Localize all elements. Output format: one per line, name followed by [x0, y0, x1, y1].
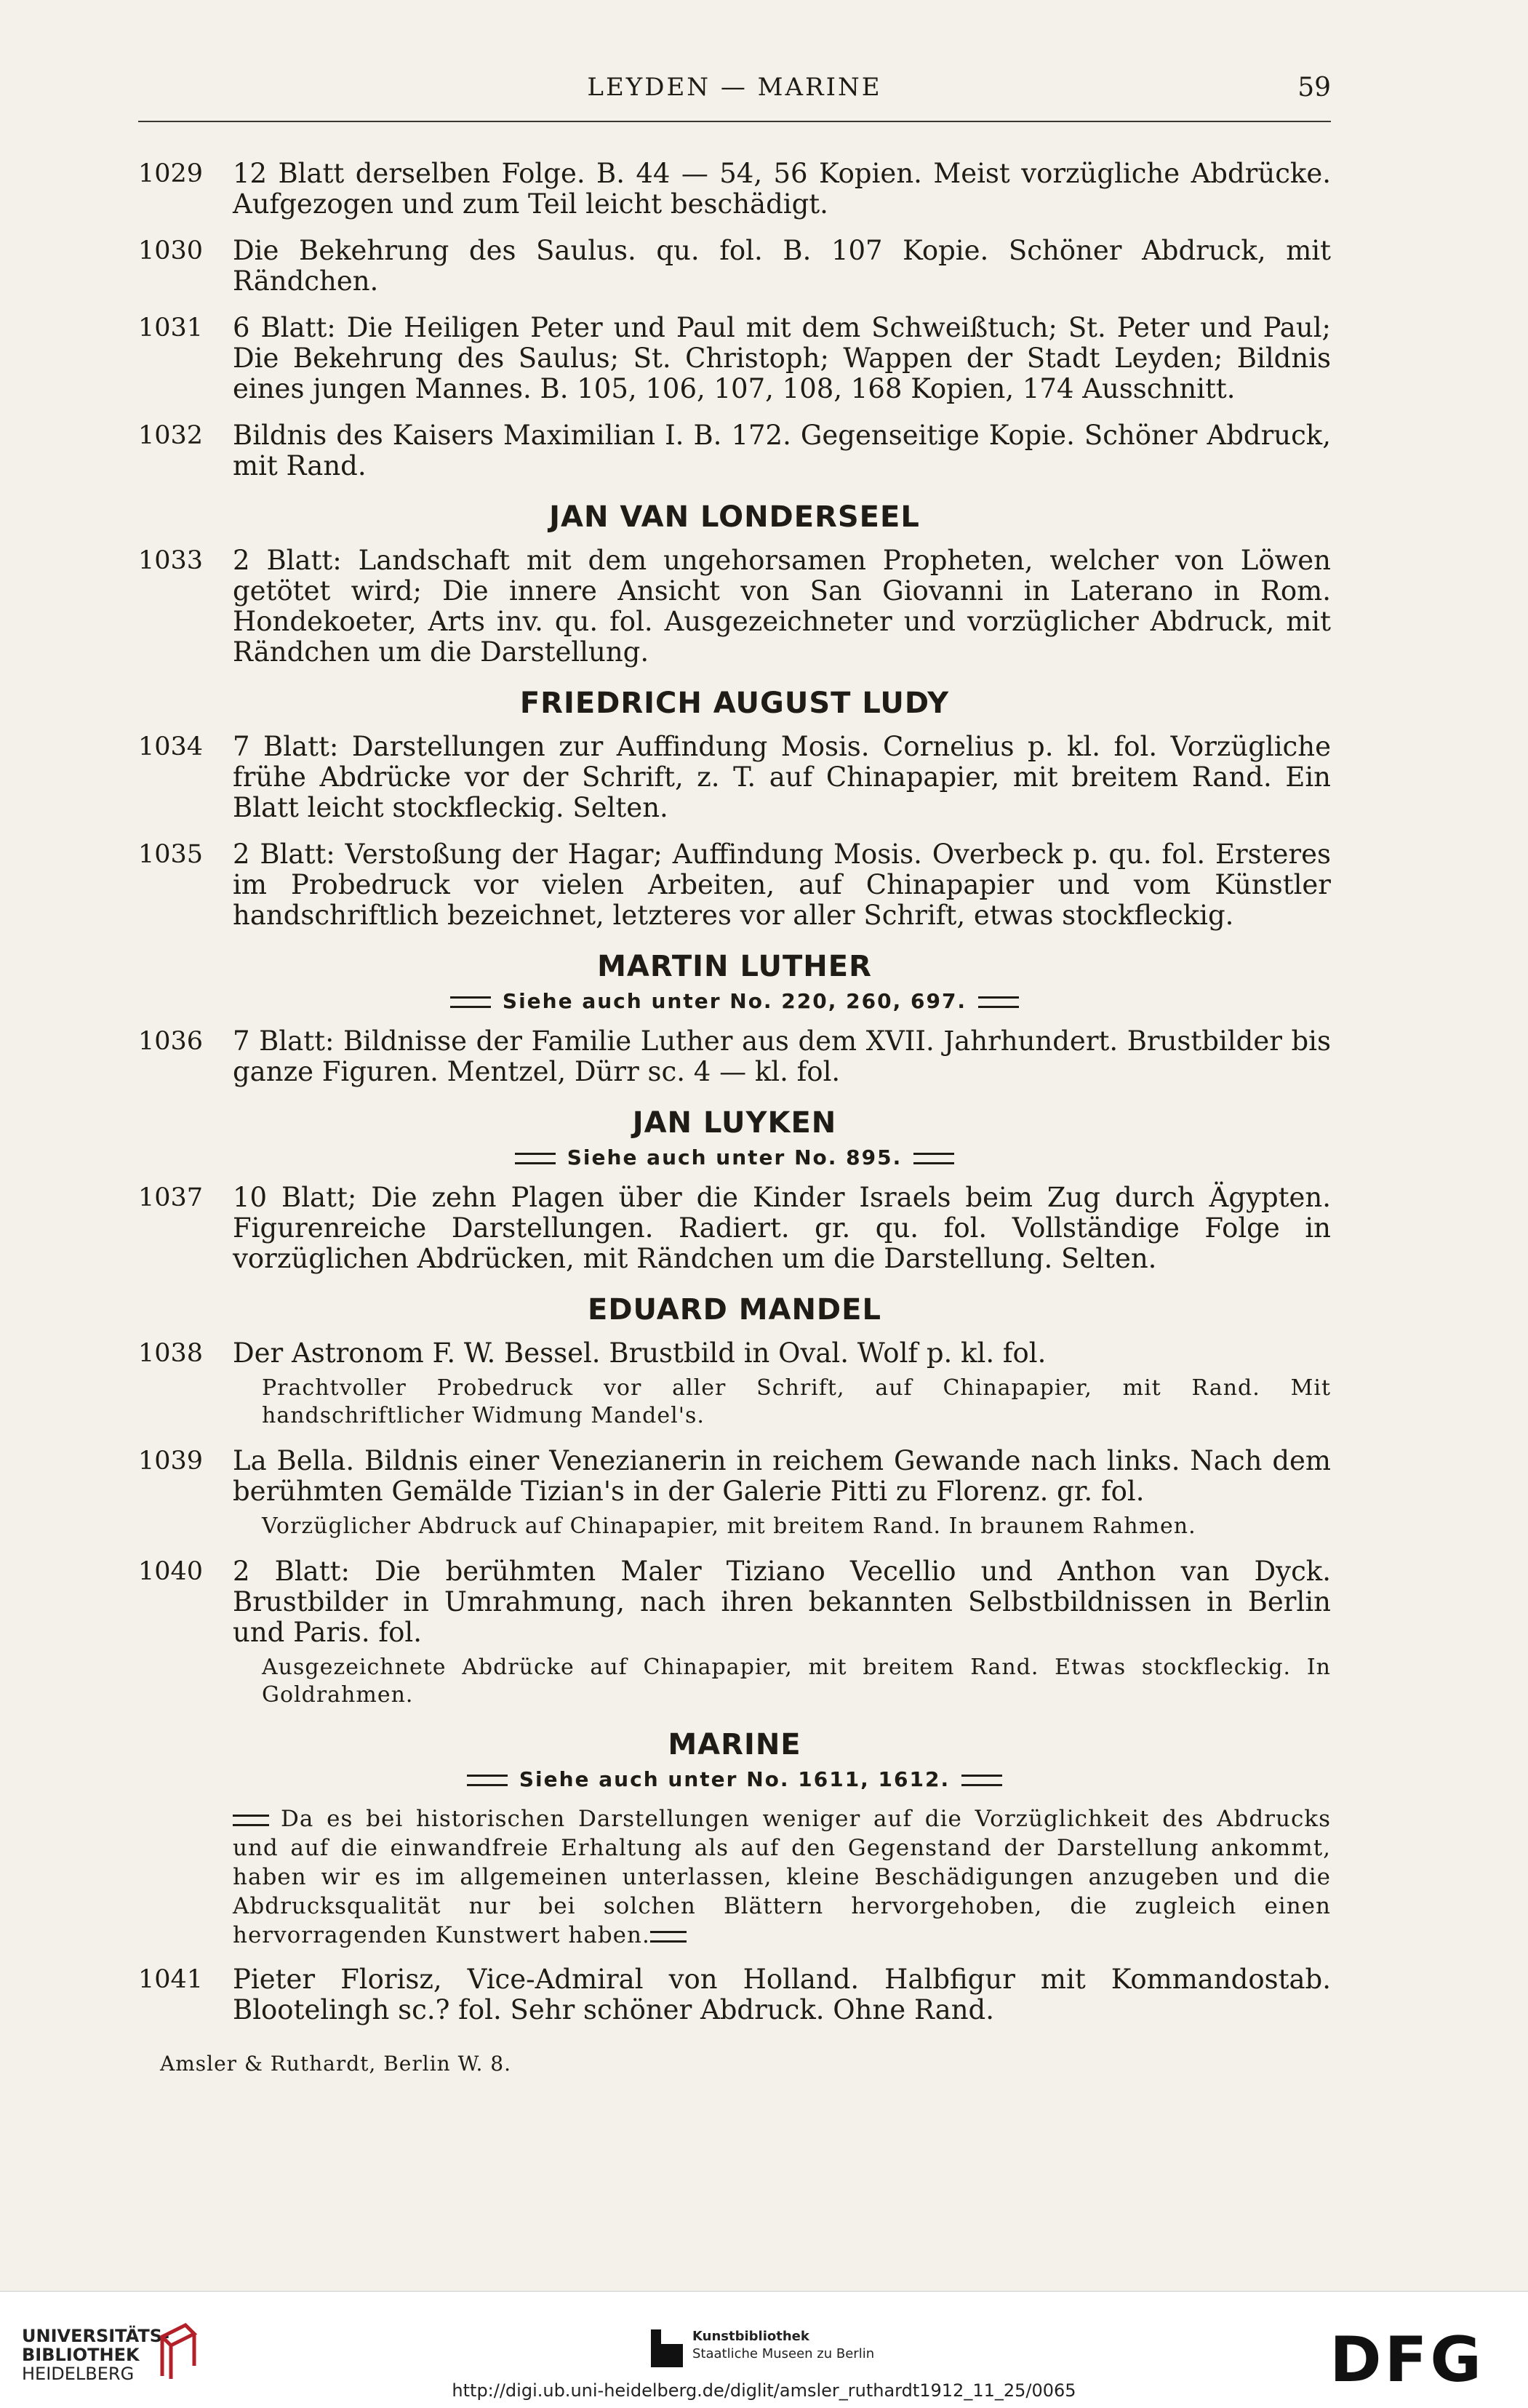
- lot-number: 1029: [138, 159, 204, 188]
- ub-heidelberg-logo[interactable]: [22, 2327, 169, 2383]
- entry-description: 10 Blatt; Die zehn Plagen über die Kinder Israels beim Zug durch Ägypten. Figurenreiche Darstellungen. Radiert. gr. qu. fol. Vollständige Folge in vorzüglichen Abdrücken, mit Rändchen um die Darstellung. Selten.: [233, 1182, 1331, 1274]
- lot-number: 1032: [138, 421, 204, 450]
- double-rule-icon: [233, 1815, 269, 1826]
- entry-description: Die Bekehrung des Saulus. qu. fol. B. 107 Kopie. Schöner Abdruck, mit Rändchen.: [233, 235, 1331, 297]
- section-heading-ludy: FRIEDRICH AUGUST LUDY: [519, 687, 950, 720]
- see-also-note: [138, 1767, 1331, 1791]
- lot-number: 1035: [138, 840, 204, 869]
- double-rule-icon: [515, 1153, 556, 1164]
- ub-logo-line: HEIDELBERG: [22, 2364, 135, 2384]
- double-rule-icon: [913, 1153, 954, 1164]
- catalog-entry: [138, 159, 1331, 220]
- lot-number: 1031: [138, 313, 204, 343]
- ub-logo-line: BIBLIOTHEK: [22, 2345, 140, 2365]
- see-also-text: Siehe auch unter No. 895.: [567, 1145, 903, 1169]
- page-header: [138, 73, 1331, 116]
- see-also-note: [138, 989, 1331, 1013]
- entry-description: 7 Blatt: Bildnisse der Familie Luther aus dem XVII. Jahrhundert. Brustbilder bis ganze Figuren. Mentzel, Dürr sc. 4 — kl. fol.: [233, 1025, 1331, 1087]
- kb-line: Kunstbibliothek: [692, 2329, 809, 2344]
- see-also-text: Siehe auch unter No. 1611, 1612.: [519, 1767, 951, 1791]
- entry-description: 2 Blatt: Die berühmten Maler Tiziano Vecellio und Anthon van Dyck. Brustbilder in Umrahmung, nach ihren bekannten Selbstbildnissen in Berlin und Paris. fol.: [233, 1556, 1331, 1648]
- lot-number: 1038: [138, 1339, 204, 1368]
- entry-description: 12 Blatt derselben Folge. B. 44 — 54, 56 Kopien. Meist vorzügliche Abdrücke. Aufgezogen und zum Teil leicht beschädigt.: [233, 158, 1331, 220]
- catalog-content: [138, 159, 1331, 2076]
- entry-description: 2 Blatt: Verstoßung der Hagar; Auffindung Mosis. Overbeck p. qu. fol. Ersteres im Probedruck vor vielen Arbeiten, auf Chinapapier und vom Künstler handschriftlich bezeichnet, letzteres vor aller Schrift, etwas stockfleckig.: [233, 839, 1331, 931]
- entry-note: Vorzüglicher Abdruck auf Chinapapier, mit breitem Rand. In braunem Rahmen.: [262, 1513, 1196, 1539]
- catalog-entry: [138, 420, 1331, 481]
- ub-emblem-icon: [156, 2322, 200, 2380]
- entry-description: La Bella. Bildnis einer Venezianerin in reichem Gewande nach links. Nach dem berühmten Gemälde Tizian's in der Galerie Pitti zu Florenz. gr. fol.: [233, 1445, 1331, 1507]
- section-heading-mandel: EDUARD MANDEL: [588, 1293, 881, 1327]
- entry-description: Pieter Florisz, Vice-Admiral von Holland. Halbfigur mit Kommandostab. Blootelingh sc.? fol. Sehr schöner Abdruck. Ohne Rand.: [233, 1964, 1331, 2025]
- double-rule-icon: [978, 996, 1019, 1008]
- double-rule-icon: [450, 996, 491, 1008]
- running-title: LEYDEN — MARINE: [587, 73, 882, 102]
- kunstbibliothek-logo-icon[interactable]: [651, 2329, 683, 2367]
- catalog-entry: [138, 732, 1331, 823]
- catalog-entry: [138, 1964, 1331, 2025]
- see-also-note: [138, 1145, 1331, 1169]
- lot-number: 1041: [138, 1965, 204, 1994]
- section-intro-text: Da es bei historischen Darstellungen weniger auf die Vorzüglichkeit des Abdrucks und auf die einwandfreie Erhaltung als auf den Gegenstand der Darstellung ankommt, haben wir es im allgemeinen unterlassen, kleine Beschädigungen anzugeben und die Abdrucksqualität nur bei solchen Blättern hervorgehoben, die zugleich einen hervorragenden Kunstwert haben.: [233, 1806, 1331, 1948]
- lot-number: 1034: [138, 732, 204, 761]
- kb-line: Staatliche Museen zu Berlin: [692, 2346, 875, 2361]
- section-heading-marine: MARINE: [668, 1728, 801, 1761]
- page-number: 59: [1297, 73, 1331, 103]
- entry-description: 6 Blatt: Die Heiligen Peter und Paul mit dem Schweißtuch; St. Peter und Paul; Die Bekehrung des Saulus; St. Christoph; Wappen der Stadt Leyden; Bildnis eines jungen Mannes. B. 105, 106, 107, 108, 168 Kopien, 174 Ausschnitt.: [233, 312, 1331, 404]
- catalog-entry: [138, 1338, 1331, 1430]
- see-also-text: Siehe auch unter No. 220, 260, 697.: [502, 989, 967, 1013]
- catalog-entry: [138, 1026, 1331, 1087]
- lot-number: 1037: [138, 1183, 204, 1212]
- entry-description: Bildnis des Kaisers Maximilian I. B. 172. Gegenseitige Kopie. Schöner Abdruck, mit Rand.: [233, 420, 1331, 481]
- ub-logo-line: UNIVERSITÄTS-: [22, 2326, 170, 2346]
- permalink-url[interactable]: http://digi.ub.uni-heidelberg.de/diglit/amsler_ruthardt1912_11_25/0065: [452, 2380, 1076, 2401]
- lot-number: 1040: [138, 1557, 204, 1586]
- dfg-logo[interactable]: DFG: [1329, 2324, 1484, 2396]
- catalog-entry: [138, 1556, 1331, 1709]
- entry-note: Prachtvoller Probedruck vor aller Schrift, auf Chinapapier, mit Rand. Mit handschriftlicher Widmung Mandel's.: [262, 1375, 1331, 1428]
- double-rule-icon: [961, 1775, 1002, 1786]
- catalog-entry: [138, 1183, 1331, 1274]
- header-rule: [138, 121, 1331, 122]
- section-heading-luyken: JAN LUYKEN: [632, 1106, 837, 1140]
- double-rule-icon: [467, 1775, 508, 1786]
- kunstbibliothek-label: [692, 2328, 874, 2363]
- section-intro: [138, 1804, 1331, 1950]
- catalog-entry: [138, 1446, 1331, 1540]
- entry-description: 7 Blatt: Darstellungen zur Auffindung Mosis. Cornelius p. kl. fol. Vorzügliche frühe Abdrücke vor der Schrift, z. T. auf Chinapapier, mit breitem Rand. Ein Blatt leicht stockfleckig. Selten.: [233, 731, 1331, 823]
- catalog-entry: [138, 236, 1331, 297]
- catalog-entry: [138, 839, 1331, 931]
- catalog-entry: [138, 545, 1331, 668]
- lot-number: 1033: [138, 546, 204, 575]
- viewer-footer: [0, 2291, 1528, 2408]
- section-heading-londerseel: JAN VAN LONDERSEEL: [549, 500, 920, 534]
- entry-description: Der Astronom F. W. Bessel. Brustbild in Oval. Wolf p. kl. fol.: [233, 1337, 1047, 1369]
- publisher-imprint: Amsler & Ruthardt, Berlin W. 8.: [160, 2052, 512, 2076]
- double-rule-icon: [650, 1931, 687, 1943]
- lot-number: 1030: [138, 236, 204, 265]
- entry-description: 2 Blatt: Landschaft mit dem ungehorsamen Propheten, welcher von Löwen getötet wird; Die innere Ansicht von San Giovanni in Laterano in Rom. Hondekoeter, Arts inv. qu. fol. Ausgezeichneter und vorzüglicher Abdruck, mit Rändchen um die Darstellung.: [233, 545, 1331, 668]
- lot-number: 1039: [138, 1447, 204, 1476]
- catalog-entry: [138, 313, 1331, 404]
- lot-number: 1036: [138, 1027, 204, 1056]
- section-heading-luther: MARTIN LUTHER: [597, 950, 872, 983]
- entry-note: Ausgezeichnete Abdrücke auf Chinapapier, mit breitem Rand. Etwas stockfleckig. In Goldrahmen.: [262, 1655, 1331, 1708]
